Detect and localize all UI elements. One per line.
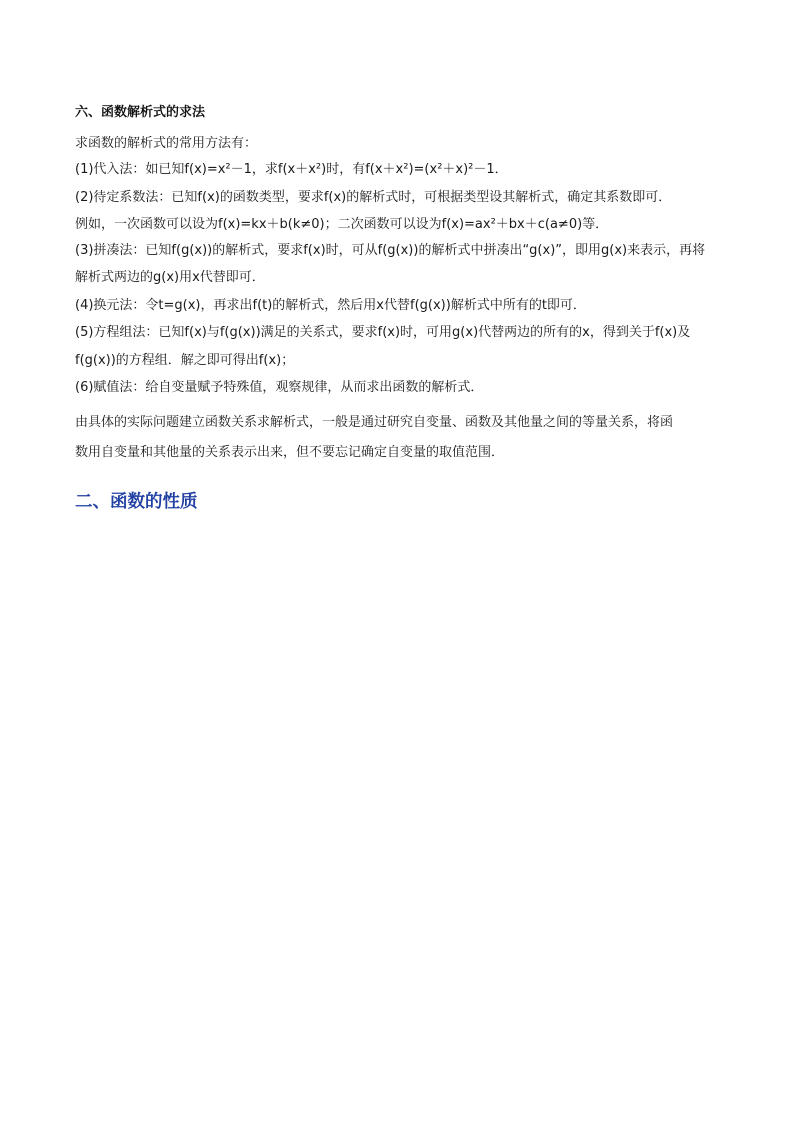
method-4-substitution-variable: (4)换元法：令t=g(x)，再求出f(t)的解析式，然后用x代替f(g(x))解析式中所有的t即可． [75, 298, 586, 313]
method-3-continued: 解析式两边的g(x)用x代替即可． [75, 270, 265, 285]
method-1-substitution: (1)代入法：如已知f(x)=x²－1，求f(x＋x²)时，有f(x＋x²)=(x²＋x)²－1． [75, 162, 508, 177]
method-2-example: 例如，一次函数可以设为f(x)=kx＋b(k≠0)；二次函数可以设为f(x)=ax²＋bx＋c(a≠0)等． [75, 217, 609, 232]
section-heading: 六、函数解析式的求法 [75, 105, 206, 120]
paragraph-line-2: 数用自变量和其他量的关系表示出来，但不要忘记确定自变量的取值范围． [75, 445, 505, 460]
intro-text: 求函数的解析式的常用方法有： [75, 136, 258, 151]
method-3-assembly: (3)拼凑法：已知f(g(x))的解析式，要求f(x)时，可从f(g(x))的解析式中拼凑出“g(x)”，即用g(x)来表示，再将 [75, 243, 706, 258]
method-5-system-of-equations: (5)方程组法：已知f(x)与f(g(x))满足的关系式，要求f(x)时，可用g(x)代替两边的所有的x，得到关于f(x)及 [75, 325, 691, 340]
chapter-heading: 二、函数的性质 [75, 492, 198, 512]
method-6-assignment: (6)赋值法：给自变量赋予特殊值，观察规律，从而求出函数的解析式． [75, 380, 484, 395]
method-2-undetermined-coefficients: (2)待定系数法：已知f(x)的函数类型，要求f(x)的解析式时，可根据类型设其解析式，确定其系数即可． [75, 190, 672, 205]
paragraph-line-1: 由具体的实际问题建立函数关系求解析式，一般是通过研究自变量、函数及其他量之间的等量关系，将函 [75, 415, 674, 430]
method-5-continued: f(g(x))的方程组．解之即可得出f(x)； [75, 353, 295, 368]
